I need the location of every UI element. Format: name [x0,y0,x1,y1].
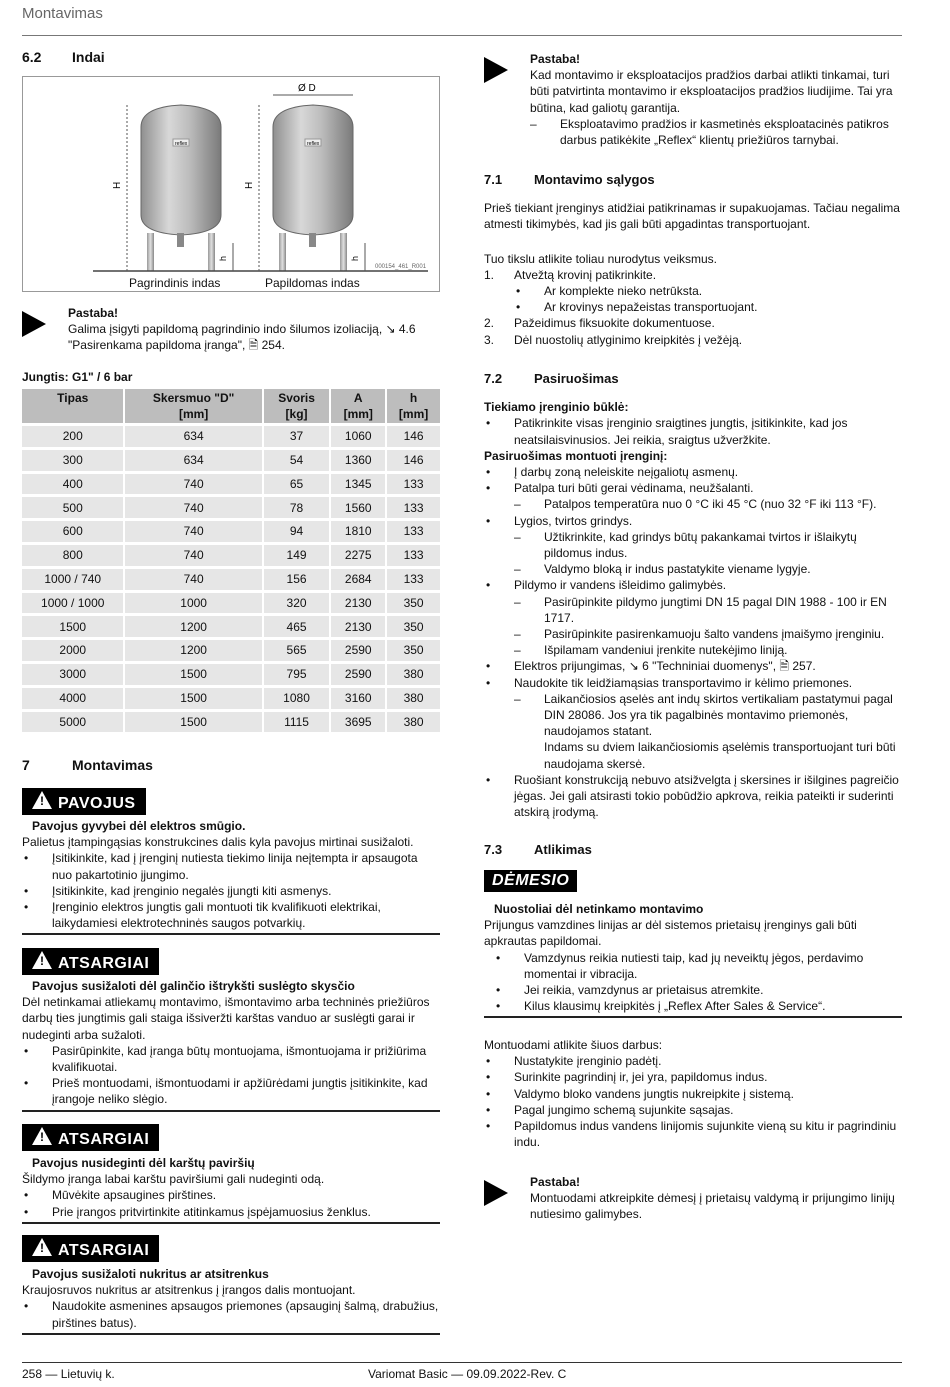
table-row [22,497,440,518]
table-row [22,450,440,471]
logo-main: reflex [175,141,188,147]
list-item: – Pasirūpinkite pasirenkamuoju šalto vandens įmaišymo įrenginiu. [514,626,902,642]
danger-intro: Palietus įtampingąsias konstrukcines dalis kyla pavojus mirtinai susižaloti. [22,835,414,850]
tasks-list [484,1053,902,1150]
list-item: • Įrenginio elektros jungtis gali montuoti tik kvalifikuoti elektrikai, laikydamiesi elektrotechninės saugos potvarkių. [22,899,440,931]
table-cell: 500 [22,497,125,518]
section-7-1 [484,172,902,348]
table-row [22,688,440,709]
caution-intro: Kraujosruvos nukritus ar atsitrenkus į įrangos dalis montuojant. [22,1283,356,1298]
list-item: • Naudokite tik leidžiamąsias transportavimo ir kėlimo priemones. – Laikančiosios ąselės ant indų skirtos vertikaliam pastatymui pagal DIN 28086. Jos yra tik pagalbinės montavimo priemonės, naudojamos statant. Indams su dviem laikančiosiomis ąselėmis transportuojant turi būti naudojama skersė. [484,675,902,772]
table-cell: 133 [387,521,440,542]
table-cell: 740 [125,521,263,542]
table-cell: 800 [22,545,125,566]
table-cell: 149 [264,545,332,566]
table-cell: 78 [264,497,332,518]
table-cell: 2000 [22,640,125,661]
table-row [22,474,440,495]
note-title: Pastaba! [68,306,119,320]
table-cell: 1000 / 740 [22,569,125,590]
list-item: • Ar krovinys nepažeistas transportuojant. [514,299,902,315]
list-item: • Lygios, tvirtos grindys. – Užtikrinkite, kad grindys būtų pakankamai tvirtos ir išlaikytų pildomus indus. – Valdymo bloką ir indus pastatykite viename lygyje. [484,513,902,578]
danger-list [22,850,440,931]
dim-small-h-left: h [218,255,228,261]
warning-triangle-icon: ! [32,1127,52,1145]
table-cell: 740 [125,474,263,495]
paragraph: Montuodami atlikite šiuos darbus: [484,1038,663,1052]
caution-list [22,1043,440,1108]
warning-triangle-icon: ! [32,791,52,809]
note-title: Pastaba! [530,1175,581,1189]
table-cell: 3695 [331,712,387,733]
attention-label [484,870,577,892]
table-cell: 350 [387,593,440,614]
caution-badge: ! ATSARGIAI [22,1124,159,1151]
table-cell: 2130 [331,616,387,637]
table-row [22,664,440,685]
section-number: 7.1 [484,172,503,187]
col-header-h: h [mm] [387,389,440,423]
list-item: 1. Atvežtą krovinį patikrinkite. • Ar komplekte nieko netrūksta. • Ar krovinys nepažeistas transportuojant. [484,267,902,316]
page-footer-center: Variomat Basic — 09.09.2022-Rev. C [368,1367,567,1381]
section-heading-7-2 [484,371,902,387]
table-cell: 740 [125,497,263,518]
list-item: • Ar komplekte nieko netrūksta. [514,283,902,299]
installation-tasks [484,1037,902,1150]
attention-badge: DĖMESIO [484,870,577,892]
list-item: • Papildomus indus vandens linijomis sujunkite vieną su kitu ir pagrindiniu indu. [484,1118,902,1150]
note-insulation [22,305,440,354]
note-arrow-icon [22,311,46,337]
col-header-weight: Svoris [kg] [264,389,332,423]
table-cell: 133 [387,474,440,495]
table-cell: 1345 [331,474,387,495]
table-cell: 1560 [331,497,387,518]
note-title: Pastaba! [530,52,581,66]
table-cell: 5000 [22,712,125,733]
paragraph: Tuo tikslu atlikite toliau nurodytus veiksmus. [484,251,717,266]
table-cell: 600 [22,521,125,542]
list-item: • Jei reikia, vamzdynus ar prietaisus atremkite. [494,982,902,998]
paragraph: Prieš tiekiant įrenginys atidžiai patikrinamas ir supakuojamas. Tačiau negalima atmesti tikimybės, kad jis gali būti apgadintas transportuojant. [484,201,900,232]
table-cell: 350 [387,616,440,637]
warning-triangle-icon: ! [32,1238,52,1256]
caution-intro: Dėl netinkamai atliekamų montavimo, išmontavimo arba techninės priežiūros darbų ties jungtimis gali staiga išsiveržti karštas vanduo ar suslėgti garai ir nudeginti arba sužaloti. [22,995,430,1042]
table-cell: 1500 [125,664,263,685]
vessel-drawing [23,77,439,291]
section-number: 7 [22,757,30,773]
list-item: 3. Dėl nuostolių atlyginimo kreipkitės į vežėją. [484,332,743,347]
table-cell: 133 [387,497,440,518]
table-cell: 3000 [22,664,125,685]
steps-list [484,267,902,348]
table-cell: 1060 [331,426,387,447]
list-item: • Patalpa turi būti gerai vėdinama, neužšalanti. – Patalpos temperatūra nuo 0 °C iki 45 °C (nuo 32 °F iki 113 °F). [484,480,902,512]
running-header: Montavimas [22,5,103,22]
table-cell: 795 [264,664,332,685]
table-cell: 300 [22,450,125,471]
note-text: Montuodami atkreipkite dėmesį į prietaisų valdymą ir prijungimo linijų nutiesimo galimybes. [530,1191,895,1222]
table-cell: 133 [387,545,440,566]
list-item: • Vamzdynus reikia nutiesti taip, kad jų neveiktų jėgos, perdavimo momentai ir vibracija. [494,950,902,982]
table-cell: 1500 [22,616,125,637]
section-title: Pasiruošimas [534,371,619,386]
table-row [22,521,440,542]
table-cell: 740 [125,545,263,566]
table-cell: 1080 [264,688,332,709]
table-cell: 1000 / 1000 [22,593,125,614]
label-main-vessel: Pagrindinis indas [129,276,221,290]
table-row [22,569,440,590]
danger-title: Pavojus gyvybei dėl elektros smūgio. [32,819,246,833]
section-title: Montavimo sąlygos [534,172,655,187]
caution-label-2 [22,1124,159,1151]
attention-list [494,950,902,1015]
list-item: – Pasirūpinkite pildymo jungtimi DN 15 pagal DIN 1988 - 100 ir EN 1717. [514,594,902,626]
table-cell: 400 [22,474,125,495]
logo-extra: reflex [307,141,320,147]
danger-label [22,788,146,815]
sub-list [514,283,902,315]
table-cell: 380 [387,664,440,685]
table-cell: 2684 [331,569,387,590]
table-cell: 1200 [125,616,263,637]
caution-list [22,1187,440,1219]
note-control [484,1174,902,1223]
list-item: • Pagal jungimo schemą sujunkite sąsajas. [484,1102,902,1118]
section-number: 7.3 [484,842,503,857]
table-cell: 2130 [331,593,387,614]
list-item: 2. Pažeidimus fiksuokite dokumentuose. [484,316,715,331]
col-header-a: A [mm] [331,389,387,423]
section-7-2 [484,371,902,820]
list-item: • Patikrinkite visas įrenginio sraigtines jungtis, įsitikinkite, kad jos neatsilaisvinusios. Jei reikia, sraigtus užveržkite. [484,415,902,447]
table-cell: 200 [22,426,125,447]
caution-intro: Šildymo įranga labai karštu paviršiumi gali nudeginti odą. [22,1172,325,1187]
list-item: • Mūvėkite apsaugines pirštines. [22,1187,440,1203]
table-cell: 2590 [331,640,387,661]
section-title: Montavimas [72,757,153,773]
list-item: • Prie įrangos pritvirtinkite atitinkamus įspėjamuosius ženklus. [22,1204,440,1220]
caution-badge: ! ATSARGIAI [22,948,159,975]
danger-badge: ! PAVOJUS [22,788,146,815]
table-cell: 146 [387,450,440,471]
caution-label-3 [22,1235,159,1262]
list-item: • Kilus klausimų kreipkitės į „Reflex After Sales & Service“. [494,998,902,1014]
table-cell: 54 [264,450,332,471]
list-item: • Įsitikinkite, kad į įrenginį nutiesta tiekimo linija neįtempta ir apsaugota nuo pakartotinio įjungimo. [22,850,440,882]
table-cell: 1500 [125,688,263,709]
note-sublist [530,116,902,148]
section-heading-6-2 [22,49,105,65]
list-item: • Pasirūpinkite, kad įranga būtų montuojama, išmontuojama ir prižiūrima kvalifikuotai. [22,1043,440,1075]
danger-block [22,818,440,935]
table-cell: 3160 [331,688,387,709]
list-item: • Nustatykite įrenginio padėtį. [484,1053,902,1069]
main-vessel-shape [141,105,221,271]
list-item: • Įsitikinkite, kad įrenginio negalės įjungti kiti asmenys. [22,883,440,899]
attention-title: Nuostoliai dėl netinkamo montavimo [494,902,704,916]
table-cell: 1200 [125,640,263,661]
list-item: • Į darbų zoną neleiskite neįgaliotų asmenų. [484,464,902,480]
table-cell: 320 [264,593,332,614]
table-cell: 2275 [331,545,387,566]
warning-triangle-icon: ! [32,951,52,969]
section-heading-7 [22,757,153,773]
vessel-figure [22,76,440,292]
caution-title: Pavojus nusideginti dėl karštų paviršių [32,1156,255,1170]
table-cell: 94 [264,521,332,542]
spec-title: Jungtis: G1" / 6 bar [22,370,133,384]
list-item: • Naudokite asmenines apsaugos priemones (apsauginį šalmą, drabužius, pirštines batus). [22,1298,440,1330]
table-cell: 465 [264,616,332,637]
section-title: Indai [72,49,105,65]
caution-label-1 [22,948,159,975]
table-cell: 1810 [331,521,387,542]
table-cell: 634 [125,450,263,471]
list-item: • Surinkite pagrindinį ir, jei yra, papildomus indus. [484,1069,902,1085]
table-header-row [22,389,440,423]
footer-rule [22,1362,902,1363]
header-rule [22,35,902,36]
note-arrow-icon [484,57,508,83]
vessel-spec-table [22,386,440,735]
caution-badge: ! ATSARGIAI [22,1235,159,1262]
list-item: – Patalpos temperatūra nuo 0 °C iki 45 °C (nuo 32 °F iki 113 °F). [514,496,902,512]
col-header-diameter: Skersmuo "D" [mm] [125,389,263,423]
table-cell: 65 [264,474,332,495]
attention-block [484,901,902,1018]
table-cell: 1000 [125,593,263,614]
table-row [22,640,440,661]
table-cell: 133 [387,569,440,590]
list-item: – Išpilamam vandeniui įrenkite nutekėjimo liniją. [514,642,902,658]
list-item: – Valdymo bloką ir indus pastatykite viename lygyje. [514,561,902,577]
table-row [22,616,440,637]
figure-code: 000154_461_R001 [375,264,427,270]
condition-list [484,415,902,447]
dim-d: Ø D [298,83,316,94]
section-number: 6.2 [22,49,42,65]
list-item: • Prieš montuodami, išmontuodami ir apžiūrėdami jungtis įsitikinkite, kad įrangoje neliko slėgio. [22,1075,440,1107]
subheading: Pasiruošimas montuoti įrenginį: [484,448,668,463]
caution-block-1 [22,978,440,1112]
caution-list [22,1298,440,1330]
table-cell: 634 [125,426,263,447]
list-item: – Eksploatavimo pradžios ir kasmetinės eksploatacinės patikros darbus patikėkite „Reflex“ klientų priežiūros tarnybai. [530,116,902,148]
list-item: • Pildymo ir vandens išleidimo galimybės. – Pasirūpinkite pildymo jungtimi DN 15 pagal DIN 1988 - 100 ir EN 1717. – Pasirūpinkite pasirenkamuoju šalto vandens įmaišymo įrenginiu. – Išpilamam vandeniui įrenkite nutekėjimo liniją. [484,577,902,658]
section-title: Atlikimas [534,842,592,857]
dim-small-h-right: h [350,255,360,261]
section-number: 7.2 [484,371,503,386]
note-text: Galima įsigyti papildomą pagrindinio indo šilumos izoliaciją, ↘ 4.6 "Pasirenkama papildoma įranga", 🗎 254. [68,322,416,353]
table-row [22,712,440,733]
subheading: Tiekiamo įrenginio būklė: [484,400,629,415]
table-cell: 1115 [264,712,332,733]
list-item: • Elektros prijungimas, ↘ 6 "Techniniai duomenys", 🗎 257. [484,658,902,674]
dim-h-right: H [244,181,255,189]
table-row [22,545,440,566]
table-cell: 380 [387,688,440,709]
label-extra-vessel: Papildomas indas [265,276,360,290]
table-cell: 146 [387,426,440,447]
section-7-3 [484,842,902,858]
col-header-type: Tipas [22,389,125,423]
list-item: • Valdymo bloko vandens jungtis nukreipkite į sistemą. [484,1086,902,1102]
extra-vessel-shape [273,105,353,271]
table-row [22,593,440,614]
table-cell: 565 [264,640,332,661]
table-cell: 4000 [22,688,125,709]
note-text: Kad montavimo ir eksploatacijos pradžios darbai atlikti tinkamai, turi būti patvirtinta montavimo ir eksploatacijos pradžios liudijime. Tai yra būtina, kad galiotų garantija. [530,68,893,115]
table-cell: 740 [125,569,263,590]
table-cell: 380 [387,712,440,733]
dim-h-left: H [112,181,123,189]
caution-title: Pavojus susižaloti nukritus ar atsitrenkus [32,1267,269,1281]
caution-title: Pavojus susižaloti dėl galinčio ištrykšti suslėgto skysčio [32,979,355,993]
table-cell: 37 [264,426,332,447]
section-heading-7-1 [484,172,902,188]
note-arrow-icon [484,1180,508,1206]
list-item: • Ruošiant konstrukciją nebuvo atsižvelgta į skersines ir išilgines pagreičio jėgas. Jei gali atsirasti tokio pobūdžio apkrova, reikia pateikti ir suderinti atskirą įrodymą. [484,772,902,821]
page-footer-left: 258 — Lietuvių k. [22,1367,115,1381]
section-heading-7-3 [484,842,902,858]
table-row [22,426,440,447]
list-item: – Užtikrinkite, kad grindys būtų pakankamai tvirtos ir išlaikytų pildomus indus. [514,529,902,561]
table-cell: 1500 [125,712,263,733]
caution-block-3 [22,1266,440,1335]
table-cell: 350 [387,640,440,661]
note-commissioning [484,51,902,148]
list-item: – Laikančiosios ąselės ant indų skirtos vertikaliam pastatymui pagal DIN 28086. Jos yra tik pagalbinės montavimo priemonės, naudojamos statant. Indams su dviem laikančiosiomis ąselėmis transportuojant turi būti naudojama skersė. [514,691,902,772]
table-cell: 156 [264,569,332,590]
table-cell: 2590 [331,664,387,685]
attention-intro: Prijungus vamzdines linijas ar dėl sistemos prietaisų įrenginys gali būti apkrautas papildomai. [484,918,857,949]
preparation-list [484,464,902,820]
table-cell: 1360 [331,450,387,471]
caution-block-2 [22,1155,440,1224]
